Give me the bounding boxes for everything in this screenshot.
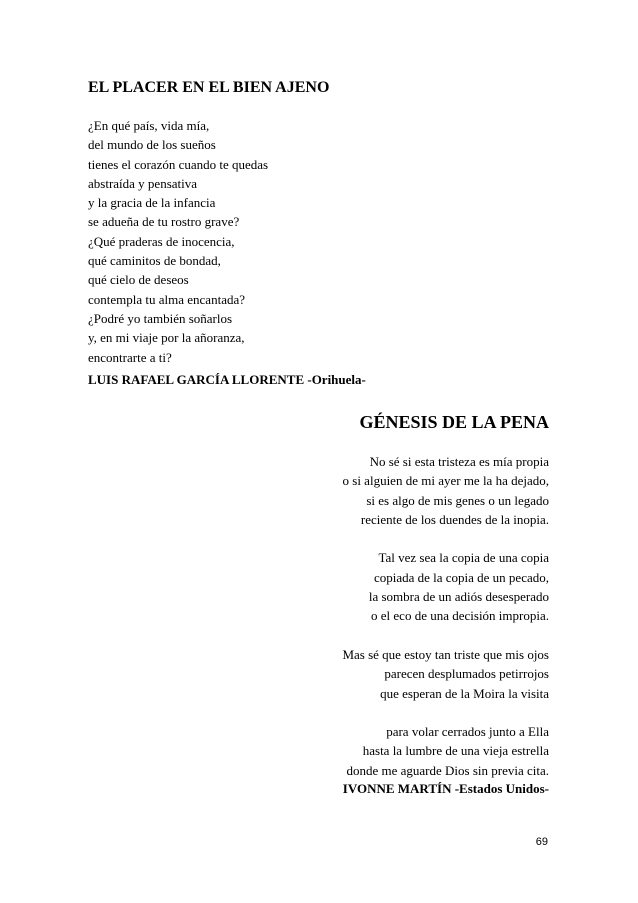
poem-line: o si alguien de mi ayer me la ha dejado, — [342, 473, 549, 489]
poem-line: Tal vez sea la copia de una copia — [378, 550, 549, 566]
poem-line: copiada de la copia de un pecado, — [373, 569, 549, 585]
poem-line: qué caminitos de bondad, — [88, 253, 221, 269]
poem-line: o el eco de una decisión impropia. — [371, 608, 549, 624]
poem-line: reciente de los duendes de la inopia. — [360, 511, 549, 527]
poem-line: tienes el corazón cuando te quedas — [88, 156, 269, 172]
stanza — [342, 722, 549, 780]
poem-1-body — [88, 116, 268, 367]
poem-line: Mas sé que estoy tan triste que mis ojos — [342, 646, 549, 662]
stanza — [342, 548, 549, 625]
poem-line: ¿En qué país, vida mía, — [88, 118, 210, 133]
poem-1-author: LUIS RAFAEL GARCÍA LLORENTE -Orihuela- — [88, 372, 366, 387]
poem-line: la sombra de un adiós desesperado — [368, 589, 549, 605]
poem-1-title: EL PLACER EN EL BIEN AJENO — [88, 79, 330, 96]
poem-line: hasta la lumbre de una vieja estrella — [362, 743, 549, 759]
poem-line: y la gracia de la infancia — [88, 195, 216, 211]
poem-line: qué cielo de deseos — [88, 272, 189, 288]
poem-2-body — [342, 452, 549, 780]
poem-2-author: IVONNE MARTÍN -Estados Unidos- — [342, 781, 549, 796]
page-number: 69 — [535, 836, 548, 848]
poem-line: para volar cerrados junto a Ella — [386, 724, 549, 740]
stanza — [342, 645, 549, 703]
poem-line: parecen desplumados petirrojos — [384, 666, 549, 682]
stanza — [342, 452, 549, 529]
poem-line: del mundo de los sueños — [88, 137, 216, 153]
poem-line: se adueña de tu rostro grave? — [88, 214, 240, 230]
poem-2-title: GÉNESIS DE LA PENA — [359, 412, 549, 432]
poem-line: donde me aguarde Dios sin previa cita. — [346, 762, 549, 778]
poem-line: encontrarte a ti? — [88, 349, 172, 365]
poem-line: que esperan de la Moira la visita — [380, 685, 549, 701]
poem-line: si es algo de mis genes o un legado — [366, 492, 549, 508]
poem-line: ¿Podré yo también soñarlos — [88, 310, 233, 326]
poem-line: y, en mi viaje por la añoranza, — [88, 330, 245, 346]
poem-line: contempla tu alma encantada? — [88, 291, 246, 307]
poem-line: ¿Qué praderas de inocencia, — [88, 233, 235, 249]
poem-line: abstraída y pensativa — [88, 175, 198, 191]
poem-line: No sé si esta tristeza es mía propia — [369, 454, 549, 469]
